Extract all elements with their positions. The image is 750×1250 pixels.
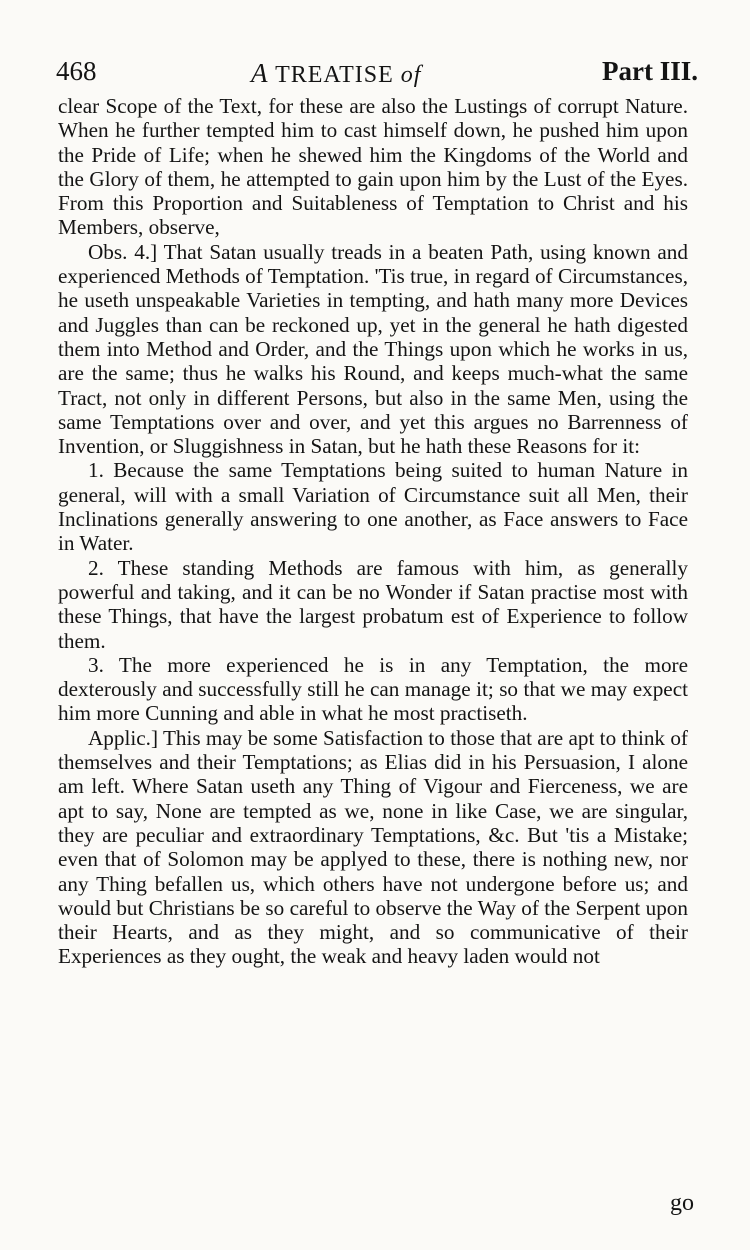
body-text	[58, 94, 688, 969]
paragraph-reason-3: 3. The more experienced he is in any Temptation, the more dexterously and successfully still he can manage it; so that we may expect him more Cunning and able in what he most practiseth.	[58, 652, 688, 726]
catchword: go	[670, 1190, 694, 1216]
paragraph-reason-2: 2. These standing Methods are famous with him, as generally powerful and taking, and it can be no Wonder if Satan practise most with these Things, that have the largest probatum est of Experience to follow them.	[58, 555, 688, 653]
paragraph-reason-1: 1. Because the same Temptations being suited to human Nature in general, will with a small Variation of Circumstance suit all Men, their Inclinations generally answering to one another, as Face answers to Face in Water.	[58, 458, 688, 556]
paragraph-application: Applic.] This may be some Satisfaction to those that are apt to think of themselves and their Temptations; as Elias did in his Persuasion, I alone am left. Where Satan useth any Thing of Vigour and Fierceness, we are apt to say, None are tempted as we, none in like Case, we are singular, they are peculiar and extraordinary Temptations, &c. But 'tis a Mistake; even that of Solomon may be applyed to these, there is nothing new, nor any Thing befallen us, which others have not undergone before us; and would but Christians be so careful to observe the Way of the Serpent upon their Hearts, and as they might, and so communicative of their Experiences as they ought, the weak and heavy laden would not	[58, 725, 688, 969]
running-title	[251, 58, 421, 89]
part-label: Part III.	[602, 56, 698, 86]
page-number: 468	[56, 56, 97, 86]
paragraph-continuation: clear Scope of the Text, for these are also the Lustings of corrupt Nature. When he further tempted him to cast himself down, he pushed him upon the Pride of Life; when he shewed him the Kingdoms of the World and the Glory of them, he attempted to gain upon him by the Lust of the Eyes. From this Proportion and Suitableness of Temptation to Christ and his Members, observe,	[58, 94, 688, 240]
paragraph-observation-4: Obs. 4.] That Satan usually treads in a beaten Path, using known and experienced Methods of Temptation. 'Tis true, in regard of Circumstances, he useth unspeakable Varieties in tempting, and hath many more Devices and Juggles than can be reckoned up, yet in the general he hath digested them into Method and Order, and the Things upon which he works in us, are the same; thus he walks his Round, and keeps much-what the same Tract, not only in different Persons, but also in the same Men, using the same Temptations over and over, and yet this argues no Barrenness of Invention, or Sluggishness in Satan, but he hath these Reasons for it:	[58, 239, 688, 459]
running-title-a: A	[251, 58, 269, 88]
running-title-main: TREATISE	[275, 62, 394, 88]
running-title-of: of	[400, 62, 422, 88]
running-header	[56, 56, 698, 96]
